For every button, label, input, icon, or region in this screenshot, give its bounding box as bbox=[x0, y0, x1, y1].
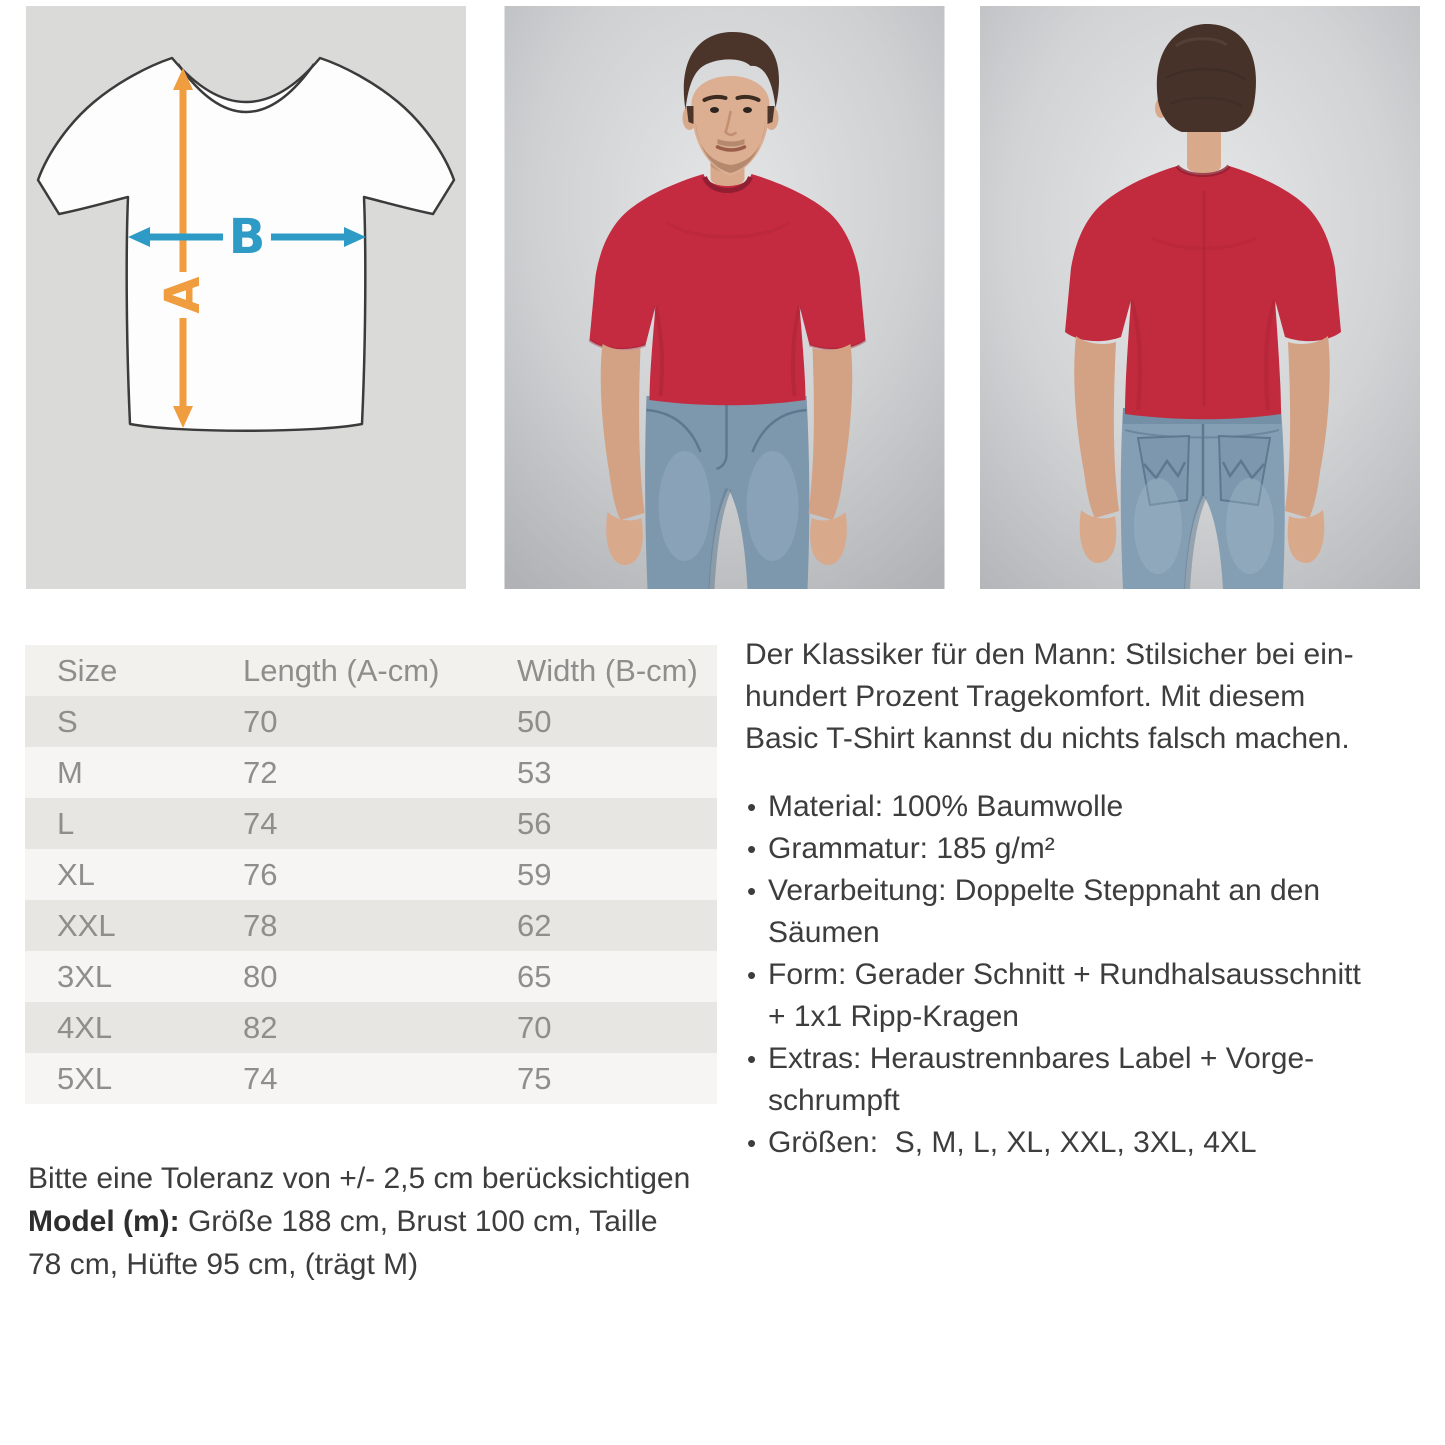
table-row: 5XL 74 75 bbox=[25, 1053, 717, 1104]
col-header-size: Size bbox=[57, 653, 118, 688]
model-info-line1: Model (m): Größe 188 cm, Brust 100 cm, Taille bbox=[28, 1205, 658, 1238]
description-intro: Der Klassiker für den Mann: Stilsicher bei ein- hundert Prozent Tragekomfort. Mit diesem Basic T-Shirt kannst du nichts falsch machen. bbox=[745, 638, 1354, 755]
length-label: A bbox=[155, 276, 211, 314]
table-row: XXL 78 62 bbox=[25, 900, 717, 951]
model-front-illustration bbox=[504, 6, 945, 589]
size-diagram-panel bbox=[26, 6, 466, 589]
col-header-length: Length (A-cm) bbox=[243, 653, 440, 688]
feature-grammatur: • Grammatur: 185 g/m² bbox=[745, 828, 1445, 870]
table-row: XL 76 59 bbox=[25, 849, 717, 900]
table-row: M 72 53 bbox=[25, 747, 717, 798]
feature-form: • Form: Gerader Schnitt + Rundhalsausschnitt + 1x1 Ripp-Kragen bbox=[745, 954, 1445, 1038]
size-table bbox=[25, 645, 717, 1104]
size-table-header bbox=[25, 645, 717, 696]
table-row: 3XL 80 65 bbox=[25, 951, 717, 1002]
left-eye bbox=[710, 107, 719, 113]
col-header-width: Width (B-cm) bbox=[517, 653, 698, 688]
table-row: L 74 56 bbox=[25, 798, 717, 849]
tshirt-measurement-diagram bbox=[26, 6, 466, 589]
table-row: 4XL 82 70 bbox=[25, 1002, 717, 1053]
right-eye bbox=[743, 107, 752, 113]
model-front-photo bbox=[504, 6, 945, 589]
feature-groessen: • Größen: S, M, L, XL, XXL, 3XL, 4XL bbox=[745, 1122, 1445, 1164]
feature-list bbox=[745, 786, 1445, 1164]
measurement-notes bbox=[28, 1157, 728, 1286]
model-back-photo bbox=[980, 6, 1420, 589]
feature-material: • Material: 100% Baumwolle bbox=[745, 786, 1445, 828]
tolerance-note: Bitte eine Toleranz von +/- 2,5 cm berücksichtigen bbox=[28, 1162, 691, 1195]
model-label: Model (m): bbox=[28, 1205, 180, 1238]
product-description bbox=[745, 634, 1445, 1164]
table-row: S 70 50 bbox=[25, 696, 717, 747]
model-info-line2: 78 cm, Hüfte 95 cm, (trägt M) bbox=[28, 1248, 419, 1281]
hair-back bbox=[1157, 24, 1256, 132]
feature-verarbeitung: • Verarbeitung: Doppelte Steppnaht an den Säumen bbox=[745, 870, 1445, 954]
width-label: B bbox=[228, 209, 266, 265]
model-back-illustration bbox=[980, 6, 1420, 589]
feature-extras: • Extras: Heraustrennbares Label + Vorge- schrumpft bbox=[745, 1038, 1445, 1122]
